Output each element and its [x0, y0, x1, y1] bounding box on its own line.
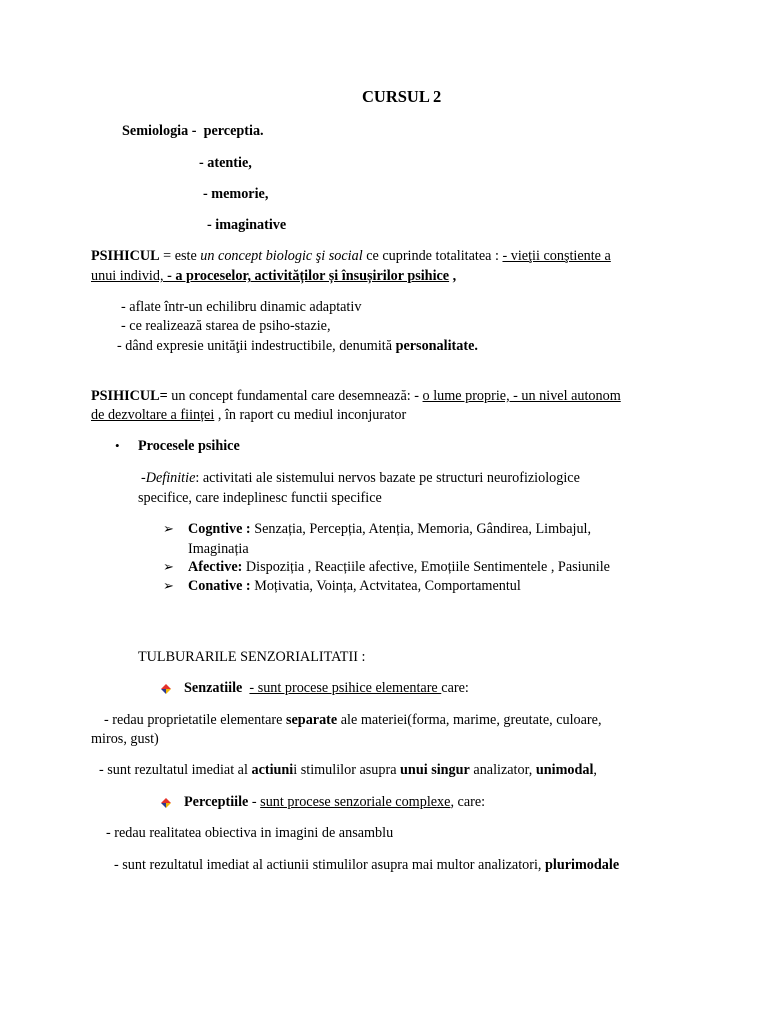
senzatiile-detail-3: - sunt rezultatul imediat al actiunii stimulilor asupra unui singur analizator, unimodal, [99, 762, 597, 778]
property-line: - dând expresie unităţii indestructibile, denumită personalitate. [117, 338, 478, 354]
senzatiile-detail-2: miros, gust) [91, 731, 159, 747]
semiologia-item: perceptia. [203, 123, 264, 139]
property-line: - aflate într-un echilibru dinamic adaptativ [121, 299, 362, 315]
tulburari-heading: TULBURARILE SENZORIALITATII : [138, 649, 366, 665]
category-cognitive: Cogntive : Senzația, Percepția, Atenția, Memoria, Gândirea, Limbajul, [188, 521, 592, 537]
arrow-bullet-icon: ➢ [163, 559, 174, 574]
arrow-bullet-icon: ➢ [163, 521, 174, 536]
semiologia-item: - atentie, [199, 155, 252, 171]
bullet-icon: • [115, 438, 120, 453]
psihicul-definition-line-1: PSIHICUL = este un concept biologic şi social ce cuprinde totalitatea : - vieţii conştiente a [91, 248, 611, 264]
semiologia-item: - imaginative [207, 217, 287, 233]
perceptiile-line: Perceptiile - sunt procese senzoriale complexe, care: [184, 794, 486, 810]
definitie-line-2: specifice, care indeplinesc functii specifice [138, 490, 382, 506]
psihicul2-line-2: de dezvoltare a ființei , în raport cu mediul inconjurator [91, 407, 407, 423]
diamond-bullet-icon [161, 684, 171, 694]
category-affective: Afective: Dispoziția , Reacțiile afective, Emoțiile Sentimentele , Pasiunile [188, 559, 610, 575]
senzatiile-detail-1: - redau proprietatile elementare separate ale materiei(forma, marime, greutate, culoare, [104, 712, 602, 728]
category-conative: Conative : Moțivatia, Voința, Actvitatea, Comportamentul [188, 578, 521, 594]
semiologia-line: Semiologia - perceptia. [122, 123, 264, 139]
diamond-bullet-icon [161, 798, 171, 808]
procese-heading: Procesele psihice [138, 438, 240, 454]
semiologia-item: - memorie, [203, 186, 269, 202]
perceptiile-detail-2: - sunt rezultatul imediat al actiunii stimulilor asupra mai multor analizatori, plurimodale [114, 857, 620, 873]
definitie-line-1: -Definitie: activitati ale sistemului nervos bazate pe structuri neurofiziologice [141, 470, 580, 486]
page-title: CURSUL 2 [362, 87, 442, 106]
psihicul2-line-1: PSIHICUL= un concept fundamental care desemnează: - o lume proprie, - un nivel autonom [91, 388, 621, 404]
psihicul-definition-line-2: unui individ, - a proceselor, activităților și însușirilor psihice , [91, 268, 457, 284]
property-line: - ce realizează starea de psiho-stazie, [121, 318, 331, 334]
senzatiile-line: Senzatiile - sunt procese psihice elementare care: [184, 680, 469, 696]
category-cognitive-cont: Imaginația [188, 541, 249, 557]
perceptiile-detail-1: - redau realitatea obiectiva in imagini de ansamblu [106, 825, 394, 841]
arrow-bullet-icon: ➢ [163, 578, 174, 593]
